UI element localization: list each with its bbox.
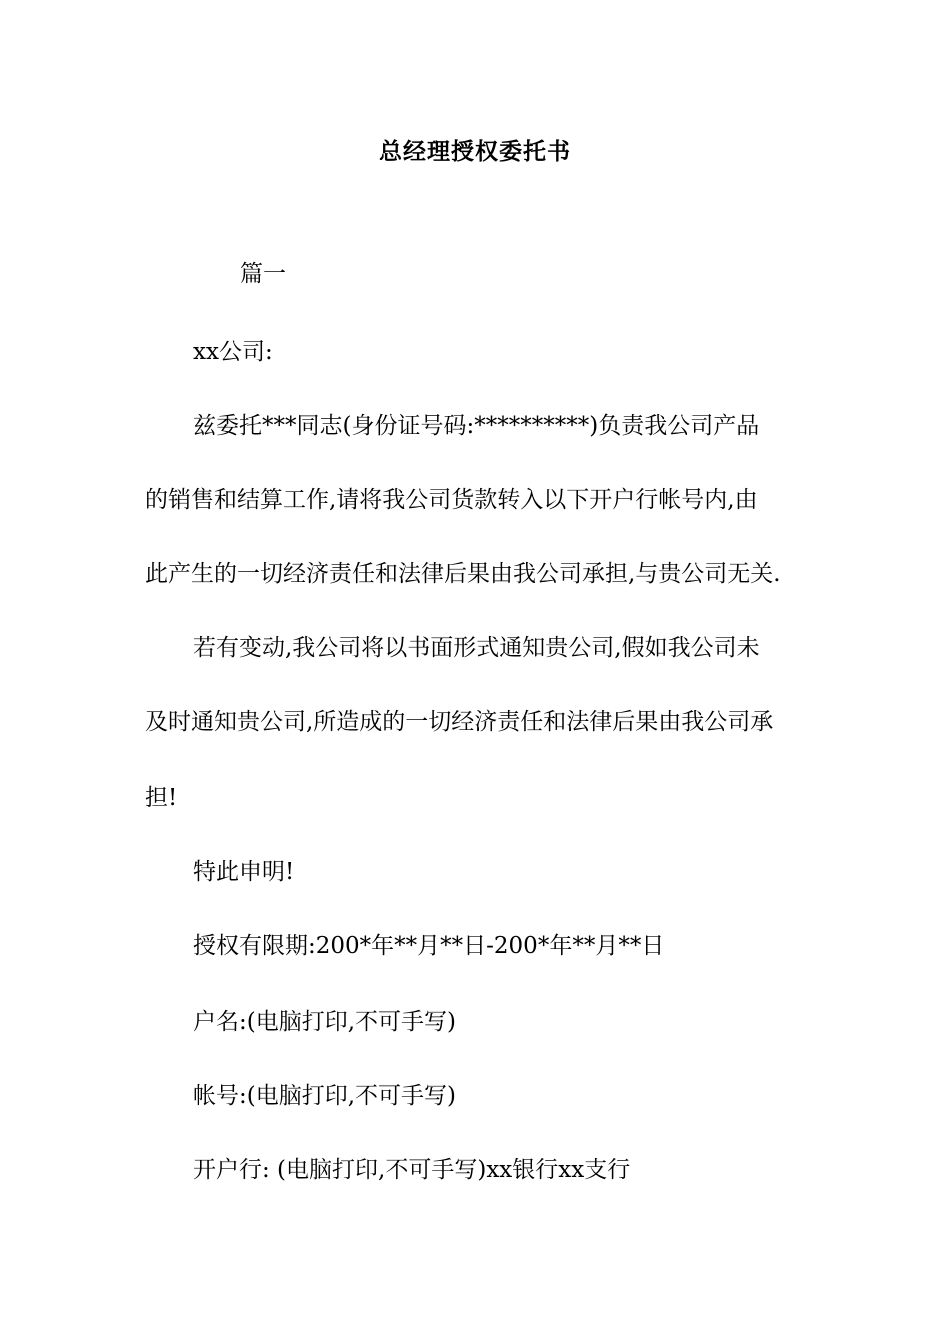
bank-branch: 开户行: (电脑打印,不可手写)xx银行xx支行	[193, 1157, 631, 1183]
document-title: 总经理授权委托书	[379, 139, 571, 165]
account-name: 户名:(电脑打印,不可手写)	[193, 1009, 457, 1035]
paragraph2-line2: 及时通知贵公司,所造成的一切经济责任和法律后果由我公司承	[145, 709, 774, 735]
account-number: 帐号:(电脑打印,不可手写)	[193, 1083, 457, 1109]
paragraph2-line3: 担!	[145, 785, 178, 811]
paragraph1-line1: 兹委托***同志(身份证号码:**********)负责我公司产品	[193, 413, 760, 439]
paragraph2-line1: 若有变动,我公司将以书面形式通知贵公司,假如我公司未	[193, 635, 760, 661]
paragraph1-line2: 的销售和结算工作,请将我公司货款转入以下开户行帐号内,由	[145, 487, 758, 513]
addressee: xx公司:	[193, 339, 273, 365]
authorization-period: 授权有限期:200*年**月**日-200*年**月**日	[193, 933, 665, 959]
declaration: 特此申明!	[193, 859, 295, 885]
section-heading: 篇一	[240, 261, 286, 287]
paragraph1-line3: 此产生的一切经济责任和法律后果由我公司承担,与贵公司无关.	[145, 561, 781, 587]
